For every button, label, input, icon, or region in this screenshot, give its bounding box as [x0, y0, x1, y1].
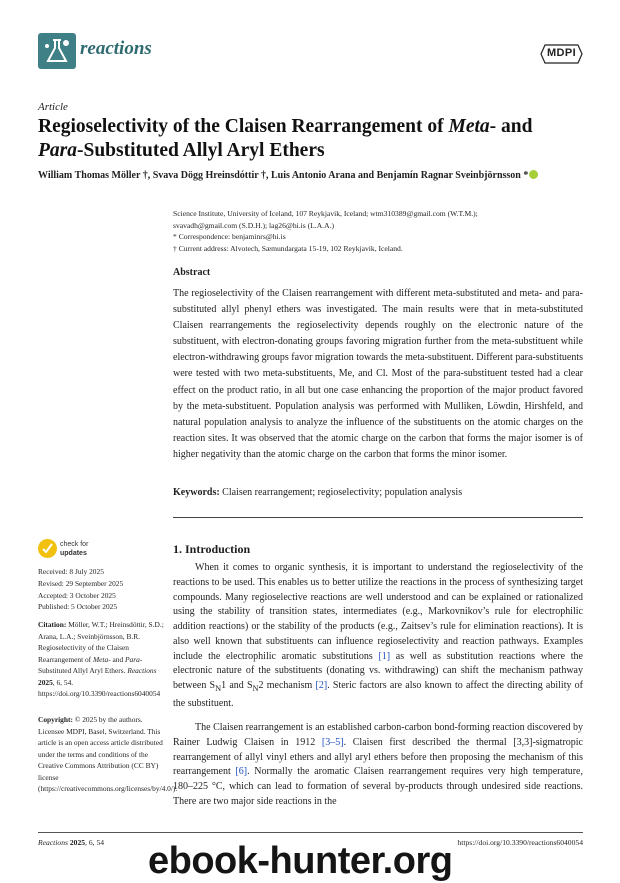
- checkmark-icon: [42, 541, 53, 555]
- flask-icon: [38, 33, 76, 69]
- current-address-line: † Current address: Alvotech, Sæmundargata 15-19, 102 Reykjavik, Iceland.: [173, 243, 403, 253]
- keywords-text: Claisen rearrangement; regioselectivity; population analysis: [222, 487, 463, 498]
- publisher-logo[interactable]: [540, 44, 583, 64]
- copyright-block: [38, 714, 178, 795]
- citation-label: Citation:: [38, 620, 67, 629]
- section-heading-introduction: 1. Introduction: [173, 542, 251, 556]
- citation-doi[interactable]: , 6, 54. https://doi.org/10.3390/reactions6040054: [38, 677, 161, 698]
- journal-name[interactable]: reactions: [80, 38, 152, 59]
- abstract-heading: Abstract: [173, 267, 211, 278]
- article-title: Regioselectivity of the Claisen Rearrangement of Meta- and Para-Substituted Allyl Aryl Ethers: [38, 116, 533, 161]
- section-divider: [173, 517, 583, 518]
- affiliation-line: Science Institute, University of Iceland, 107 Reykjavik, Iceland; wtm310389@gmail.com (W.T.M.);: [173, 209, 478, 218]
- date-revised: Revised: 29 September 2025: [38, 578, 124, 588]
- citation-link[interactable]: [1]: [378, 650, 391, 662]
- author-list: William Thomas Möller †, Svava Dögg Hreinsdóttir †, Luis Antonio Arana and Benjamín Ragnar Sveinbjörnsson *: [38, 170, 598, 181]
- citation-link[interactable]: [6]: [235, 766, 248, 778]
- keywords-label: Keywords:: [173, 487, 220, 498]
- check-updates-icon: [38, 539, 57, 558]
- check-updates-line1: check for: [60, 541, 89, 548]
- footer-divider: [38, 832, 583, 833]
- citation-block: Citation: Möller, W.T.; Hreinsdóttir, S.D.; Arana, L.A.; Sveinbjörnsson, B.R. Regioselectivity of the Claisen Rearrangement of Meta- and Para-Substituted Allyl Aryl Ethers. Reactions 2025, 6, 54. https://doi.org/10.3390/reactions6040054: [38, 620, 164, 698]
- footer-journal-ref: Reactions 2025, 6, 54: [38, 838, 105, 847]
- date-published: Published: 5 October 2025: [38, 602, 118, 612]
- copyright-label: Copyright:: [38, 715, 73, 724]
- abstract-text: The regioselectivity of the Claisen rearrangement with different meta-substituted and meta- and para-substituted allyl phenyl ethers was investigated. The main results were that in meta-substituted Claisen rearrangements the regioselectivity depends roughly on the electronic nature of the substituent, with electron-donating groups favoring migration further from the meta-substituent while electron-withdrawing groups favor migration towards the meta-substituent. Different para-substituents were tested with two meta-substituents, Me, and Cl. Most of the para-substituent tested had a clear effect on the product ratio, in all but one case enhancing the proportion of the major product favored by the meta-substituent. Population analysis was performed with Mulliken, Löwdin, Hirshfeld, and natural population analysis to analyze the influence of the substituents on the atomic charges on the reaction sites. It was observed that the atomic charge on the carbon that forms the major isomer is of higher negativity than the atomic charge on the carbon that forms the minor isomer.: [173, 288, 583, 460]
- publication-dates: [38, 566, 166, 613]
- citation-link[interactable]: [3–5]: [321, 736, 344, 748]
- orcid-icon[interactable]: [529, 170, 538, 179]
- article-type: Article: [38, 101, 68, 113]
- affiliation-line: svavadh@gmail.com (S.D.H.); lag26@hi.is (L.A.A.): [173, 220, 334, 230]
- intro-paragraph: When it comes to organic synthesis, it is important to understand the regioselectivity of the reactions to be used. This enables us to better utilize the reactions in the process of synthesizing target compounds. Many regioselective reactions are well understood and can be explained or rationalized using the stability of transition states, intermediates (e.g., Markovnikov’s rule for electrophilic addition reactions) or the stability of the products (e.g., Zaitsev’s rule for elimination reactions). It is also well known that substituents can influence regioselectivity and reaction pathways. Examples include the electrophilic aromatic substitutions [1] as well as substitution reactions where the electronic nature of the substituents (donating vs. withdrawing) can shift the mechanism pathway between $S_N1$ and $S_N2$ mechanism [2]. Steric factors are also known to affect the directing ability of the substituent.: [173, 562, 584, 709]
- citation-link[interactable]: [2]: [315, 680, 328, 691]
- journal-logo: [38, 33, 76, 69]
- footer-doi-link[interactable]: https://doi.org/10.3390/reactions6040054: [457, 838, 583, 847]
- copyright-text: © 2025 by the authors. Licensee MDPI, Basel, Switzerland. This article is an open access article distributed under the terms and conditions of the Creative Commons Attribution (CC BY) license (https://creativecommons.org/licenses/by/4.0/).: [38, 715, 178, 793]
- keywords: [173, 487, 583, 498]
- check-updates-line2: updates: [60, 550, 87, 557]
- affiliations: [173, 208, 583, 254]
- watermark: ebook-hunter.org: [148, 840, 453, 882]
- intro-paragraph: The Claisen rearrangement is an established carbon-carbon bond-forming reaction discovered by Rainer Ludwig Claisen in 1912 [3–5]. Claisen first described the thermal [3,3]-sigmatropic rearrangement of allyl vinyl ethers and allyl aryl ethers before then proposing the mechanism of this rearrangement [6]. Normally the aromatic Claisen rearrangement requires very high temperature, 180–225 °C, which can lead to formation of several by-products through undesired side reactions. There are two major side reactions in the: [173, 722, 583, 807]
- date-received: Received: 8 July 2025: [38, 567, 104, 576]
- check-for-updates-badge[interactable]: [38, 539, 148, 561]
- correspondence-line: * Correspondence: benjaminrs@hi.is: [173, 232, 286, 241]
- date-accepted: Accepted: 3 October 2025: [38, 590, 116, 600]
- publisher-name: MDPI: [546, 47, 577, 59]
